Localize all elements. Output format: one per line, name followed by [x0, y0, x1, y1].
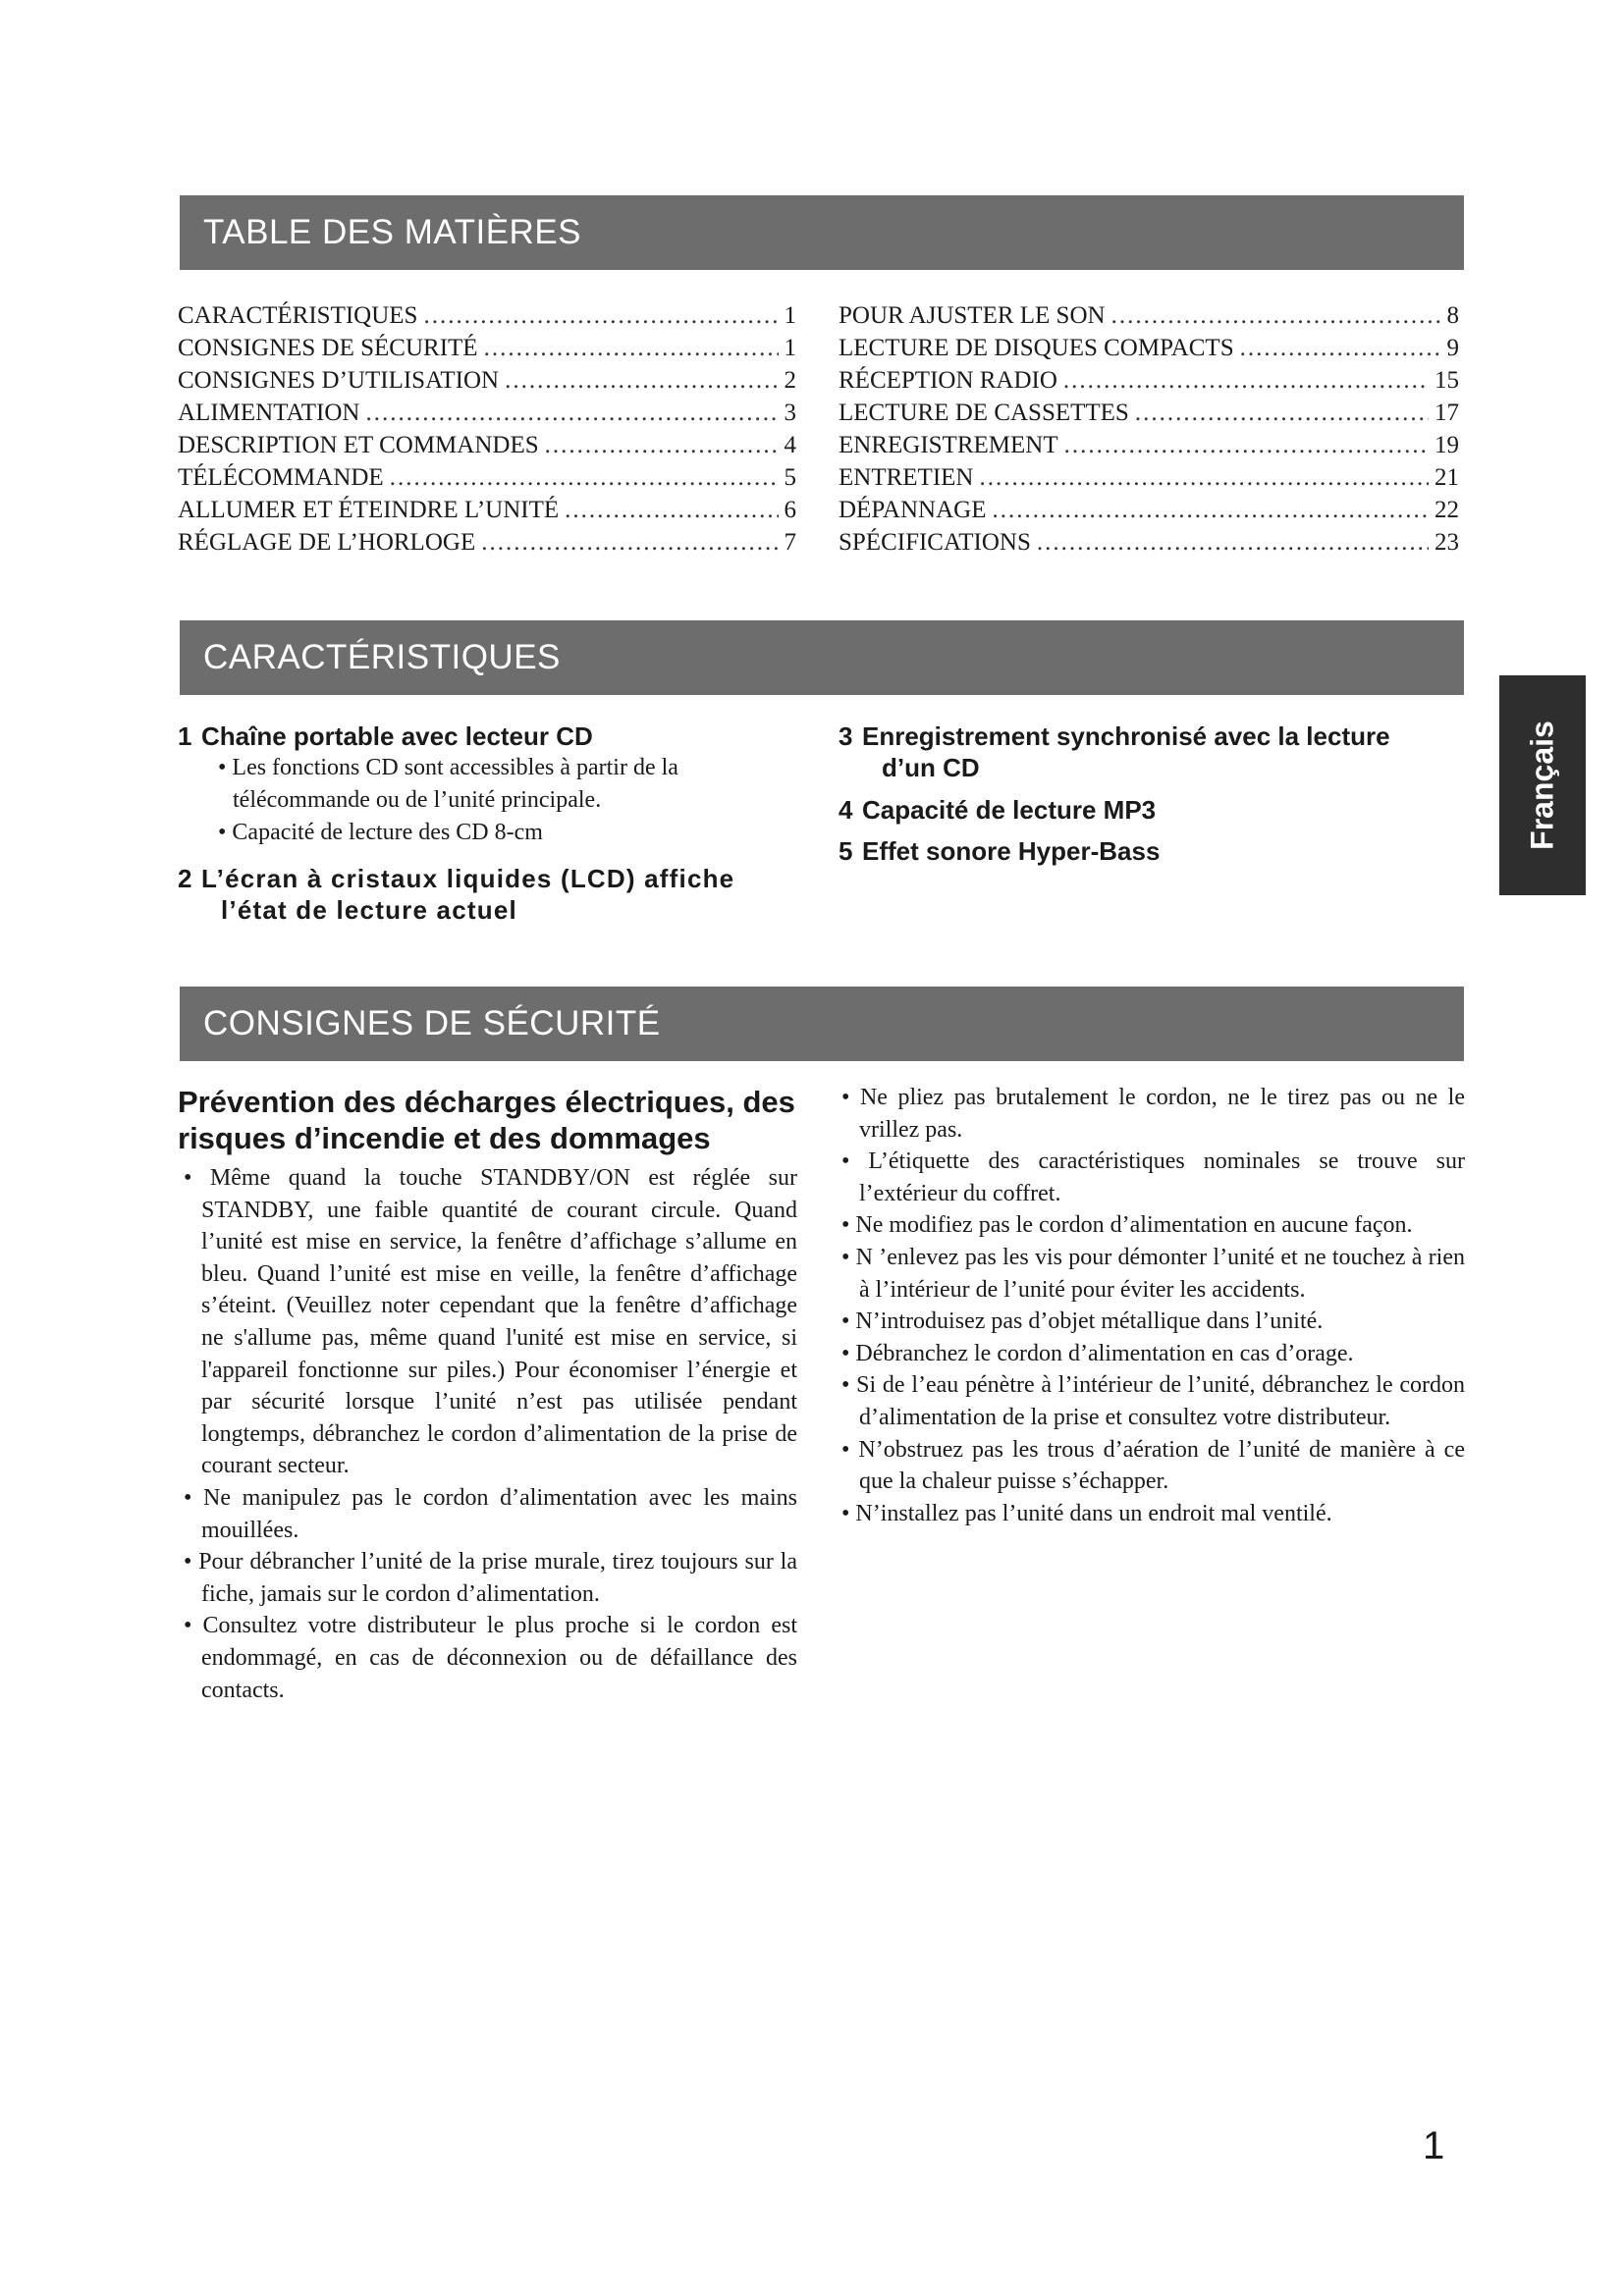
safety-bullet: • N’installez pas l’unité dans un endroit mal ventilé.	[836, 1498, 1465, 1530]
safety-subheading: Prévention des décharges électriques, des risques d’incendie et des dommages	[178, 1085, 795, 1155]
safety-bullet: • L’étiquette des caractéristiques nominales se trouve sur l’extérieur du coffret.	[836, 1146, 1465, 1209]
toc-dot-leader	[1064, 429, 1429, 461]
toc-dot-leader	[979, 461, 1429, 494]
toc-dot-leader	[545, 429, 779, 461]
feature-detail: • Les fonctions CD sont accessibles à partir de la télécommande ou de l’unité principale.	[218, 755, 678, 813]
toc-entry-page: 1	[784, 302, 796, 329]
toc-entry-page: 23	[1435, 529, 1459, 556]
feature-title: Chaîne portable avec lecteur CD	[201, 721, 593, 751]
toc-entry-page: 2	[784, 367, 796, 394]
feature-title: Enregistrement synchronisé avec la lecture d’un CD	[862, 721, 1390, 782]
feature-item	[839, 721, 1447, 783]
toc-entry-title: ALLUMER ET ÉTEINDRE L’UNITÉ	[178, 497, 560, 523]
language-side-tab	[1499, 675, 1586, 895]
toc-entry	[839, 461, 1459, 494]
feature-number: 4	[839, 795, 853, 825]
toc-entry	[839, 364, 1459, 397]
feature-item	[178, 721, 796, 752]
toc-entry	[839, 397, 1459, 429]
toc-entry-page: 3	[784, 400, 796, 426]
safety-bullet: • Pour débrancher l’unité de la prise murale, tirez toujours sur la fiche, jamais sur le cordon d’alimentation.	[178, 1546, 797, 1610]
toc-dot-leader	[365, 397, 778, 429]
toc-entry-page: 8	[1446, 302, 1459, 329]
toc-dot-leader	[1240, 332, 1441, 364]
feature-item	[178, 863, 796, 926]
toc-entry-page: 9	[1446, 335, 1459, 361]
toc-entry	[178, 397, 796, 429]
feature-item	[839, 835, 1447, 867]
toc-left-column	[178, 299, 796, 559]
toc-entry-page: 4	[784, 432, 796, 458]
feature-title: Capacité de lecture MP3	[862, 795, 1157, 825]
safety-bullet: • Ne modifiez pas le cordon d’alimentation en aucune façon.	[836, 1209, 1465, 1242]
toc-entry-title: CONSIGNES D’UTILISATION	[178, 367, 500, 394]
toc-entry-title: ENTRETIEN	[839, 464, 974, 491]
toc-entry-page: 17	[1435, 400, 1459, 426]
feature-title: Effet sonore Hyper-Bass	[862, 836, 1161, 866]
toc-entry-page: 15	[1435, 367, 1459, 394]
toc-entry-page: 5	[784, 464, 796, 491]
language-label: Français	[1524, 721, 1560, 850]
toc-entry-title: CARACTÉRISTIQUES	[178, 302, 418, 329]
feature-number: 5	[839, 836, 853, 866]
toc-entry	[178, 429, 796, 461]
feature-title: L’écran à cristaux liquides (LCD) affiche l’état de lecture actuel	[201, 864, 735, 925]
feature-number: 2	[178, 864, 192, 893]
toc-entry	[839, 526, 1459, 559]
toc-entry	[178, 461, 796, 494]
page-number: 1	[1423, 2124, 1445, 2167]
toc-dot-leader	[1111, 299, 1441, 332]
toc-entry-title: ENREGISTREMENT	[839, 432, 1058, 458]
safety-right-column	[836, 1082, 1465, 1529]
features-left-column	[178, 721, 796, 926]
toc-entry	[178, 364, 796, 397]
toc-entry-page: 21	[1435, 464, 1459, 491]
toc-entry	[178, 494, 796, 526]
toc-entry	[178, 299, 796, 332]
toc-entry-page: 22	[1435, 497, 1459, 523]
toc-heading: TABLE DES MATIÈRES	[180, 195, 1464, 270]
toc-entry-title: LECTURE DE DISQUES COMPACTS	[839, 335, 1234, 361]
safety-bullet: • N’obstruez pas les trous d’aération de l’unité de manière à ce que la chaleur puisse s’échapper.	[836, 1434, 1465, 1498]
toc-entry-title: LECTURE DE CASSETTES	[839, 400, 1129, 426]
safety-bullet: • N ’enlevez pas les vis pour démonter l’unité et ne touchez à rien à l’intérieur de l’unité pour éviter les accidents.	[836, 1242, 1465, 1306]
feature-number: 1	[178, 721, 192, 751]
toc-entry-page: 7	[784, 529, 796, 556]
safety-left-column	[178, 1084, 797, 1706]
safety-bullet: • Si de l’eau pénètre à l’intérieur de l’unité, débranchez le cordon d’alimentation de la prise et consultez votre distributeur.	[836, 1369, 1465, 1433]
toc-dot-leader	[390, 461, 779, 494]
toc-dot-leader	[992, 494, 1429, 526]
toc-dot-leader	[565, 494, 778, 526]
toc-entry-title: POUR AJUSTER LE SON	[839, 302, 1106, 329]
safety-bullet: • Débranchez le cordon d’alimentation en cas d’orage.	[836, 1338, 1465, 1370]
toc-entry-page: 1	[784, 335, 796, 361]
toc-entry-title: ALIMENTATION	[178, 400, 360, 426]
toc-entry-title: DÉPANNAGE	[839, 497, 987, 523]
toc-entry-title: TÉLÉCOMMANDE	[178, 464, 384, 491]
feature-detail: • Capacité de lecture des CD 8-cm	[218, 820, 543, 845]
safety-bullet: • N’introduisez pas d’objet métallique dans l’unité.	[836, 1306, 1465, 1338]
toc-right-column	[839, 299, 1459, 559]
toc-entry-title: CONSIGNES DE SÉCURITÉ	[178, 335, 478, 361]
safety-bullet: • Même quand la touche STANDBY/ON est réglée sur STANDBY, une faible quantité de courant circule. Quand l’unité est mise en service, la fenêtre d’affichage s’allume en bleu. Quand l’unité est mise en veille, la fenêtre d’affichage s’éteint. (Veuillez noter cependant que la fenêtre d’affichage ne s'allume pas, même quand l'unité est mise en service, si l'appareil fonctionne sur piles.) Pour économiser l’énergie et par sécurité lorsque l’unité n’est pas utilisée pendant longtemps, débranchez le cordon d’alimentation de la prise de courant secteur.	[178, 1162, 797, 1482]
toc-entry	[839, 429, 1459, 461]
toc-entry	[839, 494, 1459, 526]
toc-entry	[178, 526, 796, 559]
toc-dot-leader	[423, 299, 778, 332]
toc-dot-leader	[505, 364, 778, 397]
toc-dot-leader	[1063, 364, 1429, 397]
features-right-column	[839, 721, 1447, 867]
safety-bullet: • Ne pliez pas brutalement le cordon, ne le tirez pas ou ne le vrillez pas.	[836, 1082, 1465, 1146]
toc-dot-leader	[1135, 397, 1429, 429]
toc-dot-leader	[1037, 526, 1429, 559]
toc-dot-leader	[481, 526, 778, 559]
features-heading: CARACTÉRISTIQUES	[180, 620, 1464, 695]
safety-heading: CONSIGNES DE SÉCURITÉ	[180, 987, 1464, 1061]
toc-entry	[839, 332, 1459, 364]
safety-bullet: • Consultez votre distributeur le plus proche si le cordon est endommagé, en cas de déconnexion ou de défaillance des contacts.	[178, 1610, 797, 1706]
feature-item	[839, 794, 1447, 826]
toc-entry-page: 6	[784, 497, 796, 523]
feature-number: 3	[839, 721, 853, 751]
toc-entry-title: SPÉCIFICATIONS	[839, 529, 1031, 556]
toc-entry-page: 19	[1435, 432, 1459, 458]
toc-dot-leader	[484, 332, 779, 364]
toc-entry	[839, 299, 1459, 332]
toc-entry-title: DESCRIPTION ET COMMANDES	[178, 432, 539, 458]
safety-bullet: • Ne manipulez pas le cordon d’alimentation avec les mains mouillées.	[178, 1482, 797, 1546]
toc-entry-title: RÉGLAGE DE L’HORLOGE	[178, 529, 476, 556]
toc-entry-title: RÉCEPTION RADIO	[839, 367, 1057, 394]
toc-entry	[178, 332, 796, 364]
